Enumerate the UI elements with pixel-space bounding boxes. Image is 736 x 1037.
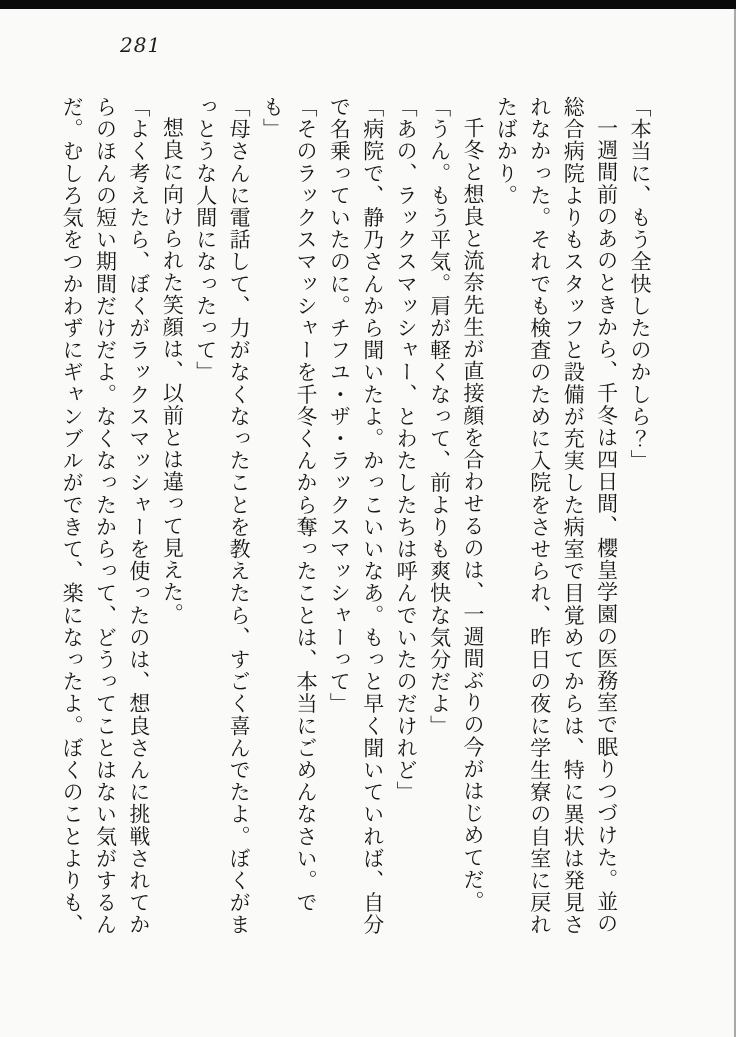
paragraph-narrative: 想良に向けられた笑顔は、以前とは違って見えた。 — [160, 117, 185, 626]
paragraph-dialogue: 「そのラックスマッシャーを千冬くんから奪ったことは、本当にごめんなさい。でも」 — [260, 96, 318, 914]
page-top-border — [0, 0, 736, 9]
paragraph-dialogue: 「母さんに電話して、力がなくなったことを教えたら、すごく喜んでたよ。ぼくがまっとうな人間になったって」 — [193, 96, 252, 936]
paragraph-dialogue: 「あの、ラックスマッシャー、とわたしたちは呼んでいたのだけれど」 — [394, 96, 419, 804]
paragraph-narrative: 一週間前のあのときから、千冬は四日間、櫻皇学園の医務室で眠りつづけた。並の総合病院よりもスタッフと設備が充実した病室で目覚めてからは、特に異状は発見されなかった。それでも検査のために入院をさせられ、昨日の夜に学生寮の自室に戻れたばかり。 — [494, 96, 619, 936]
paragraph-dialogue: 「うん。もう平気。肩が軽くなって、前よりも爽快な気分だよ」 — [427, 96, 452, 737]
paragraph-dialogue: 「よく考えたら、ぼくがラックスマッシャーを使ったのは、想良さんに挑戦されてからのほんの短い期間だけだよ。なくなったからって、どうってことはない気がするんだ。むしろ気をつかわずにギャンブルができて、楽になったよ。ぼくのことよりも、 — [60, 96, 151, 936]
paragraph-dialogue: 「病院で、静乃さんから聞いたよ。かっこいいなあ。もっと早く聞いていれば、自分で名乗っていたのに。チフユ・ザ・ラックスマッシャーって」 — [327, 96, 385, 936]
paragraph-dialogue: 「本当に、もう全快したのかしら？」 — [628, 96, 652, 472]
vertical-text-block — [55, 96, 656, 937]
page-number: 281 — [120, 33, 162, 57]
paragraph-narrative: 千冬と想良と流奈先生が直接顔を合わせるのは、一週間ぶりの今がはじめてだ。 — [460, 117, 485, 913]
